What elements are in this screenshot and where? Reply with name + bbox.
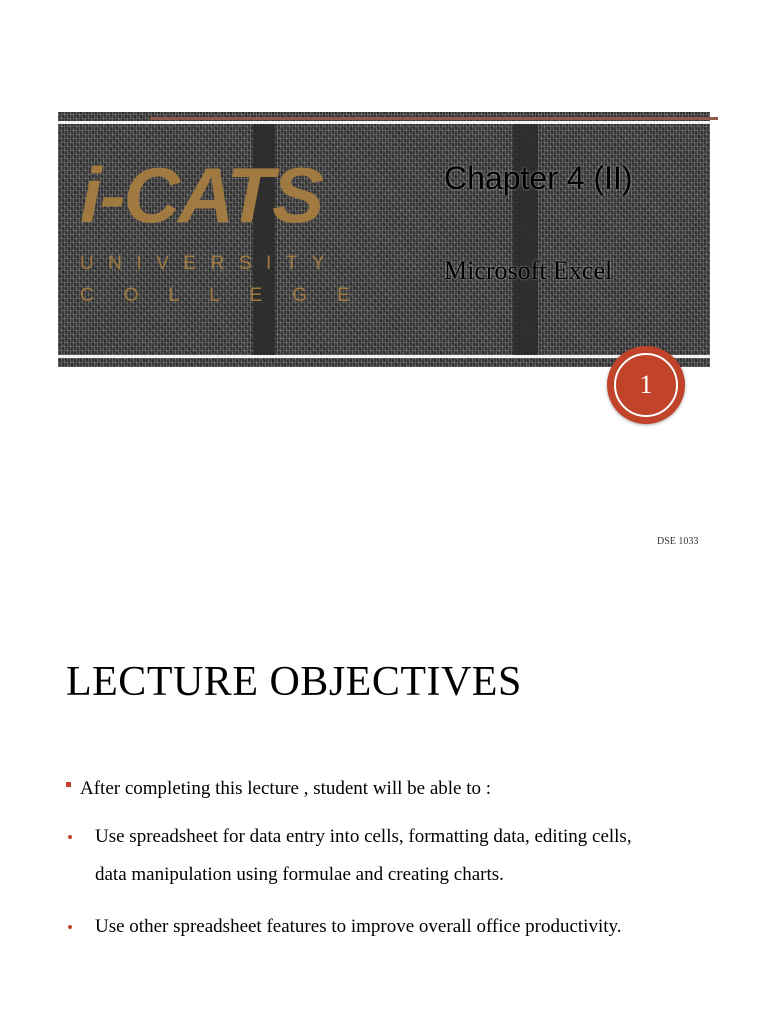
banner-top-rule [58,121,710,124]
banner-accent-line [150,117,718,120]
dot-bullet-icon [68,835,72,839]
page-number-badge [607,346,685,424]
logo-line-university: UNIVERSITY [80,253,340,274]
intro-text: After completing this lecture , student will be able to : [80,778,492,799]
logo-brand: i-CATS [80,151,323,239]
chapter-title: Chapter 4 (II) [444,160,633,196]
course-code: DSE 1033 [657,536,699,547]
square-bullet-icon [66,782,71,787]
objective-text-line: Use other spreadsheet features to improve overall office productivity. [95,916,622,937]
objective-item [66,818,716,898]
objective-text-line: Use spreadsheet for data entry into cells, formatting data, editing cells, [95,826,632,847]
logo-line-college: COLLEGE [80,285,380,306]
section-heading: LECTURE OBJECTIVES [66,659,522,705]
objectives-slide [0,580,768,1024]
chapter-subtitle: Microsoft Excel [444,256,613,285]
objective-text-line: data manipulation using formulae and creating charts. [95,864,504,885]
dot-bullet-icon [68,925,72,929]
intro-item [66,770,716,808]
banner-texture-stripe [513,122,538,357]
page-number: 1 [639,370,653,399]
college-logo [80,150,380,310]
objective-item [66,908,716,946]
